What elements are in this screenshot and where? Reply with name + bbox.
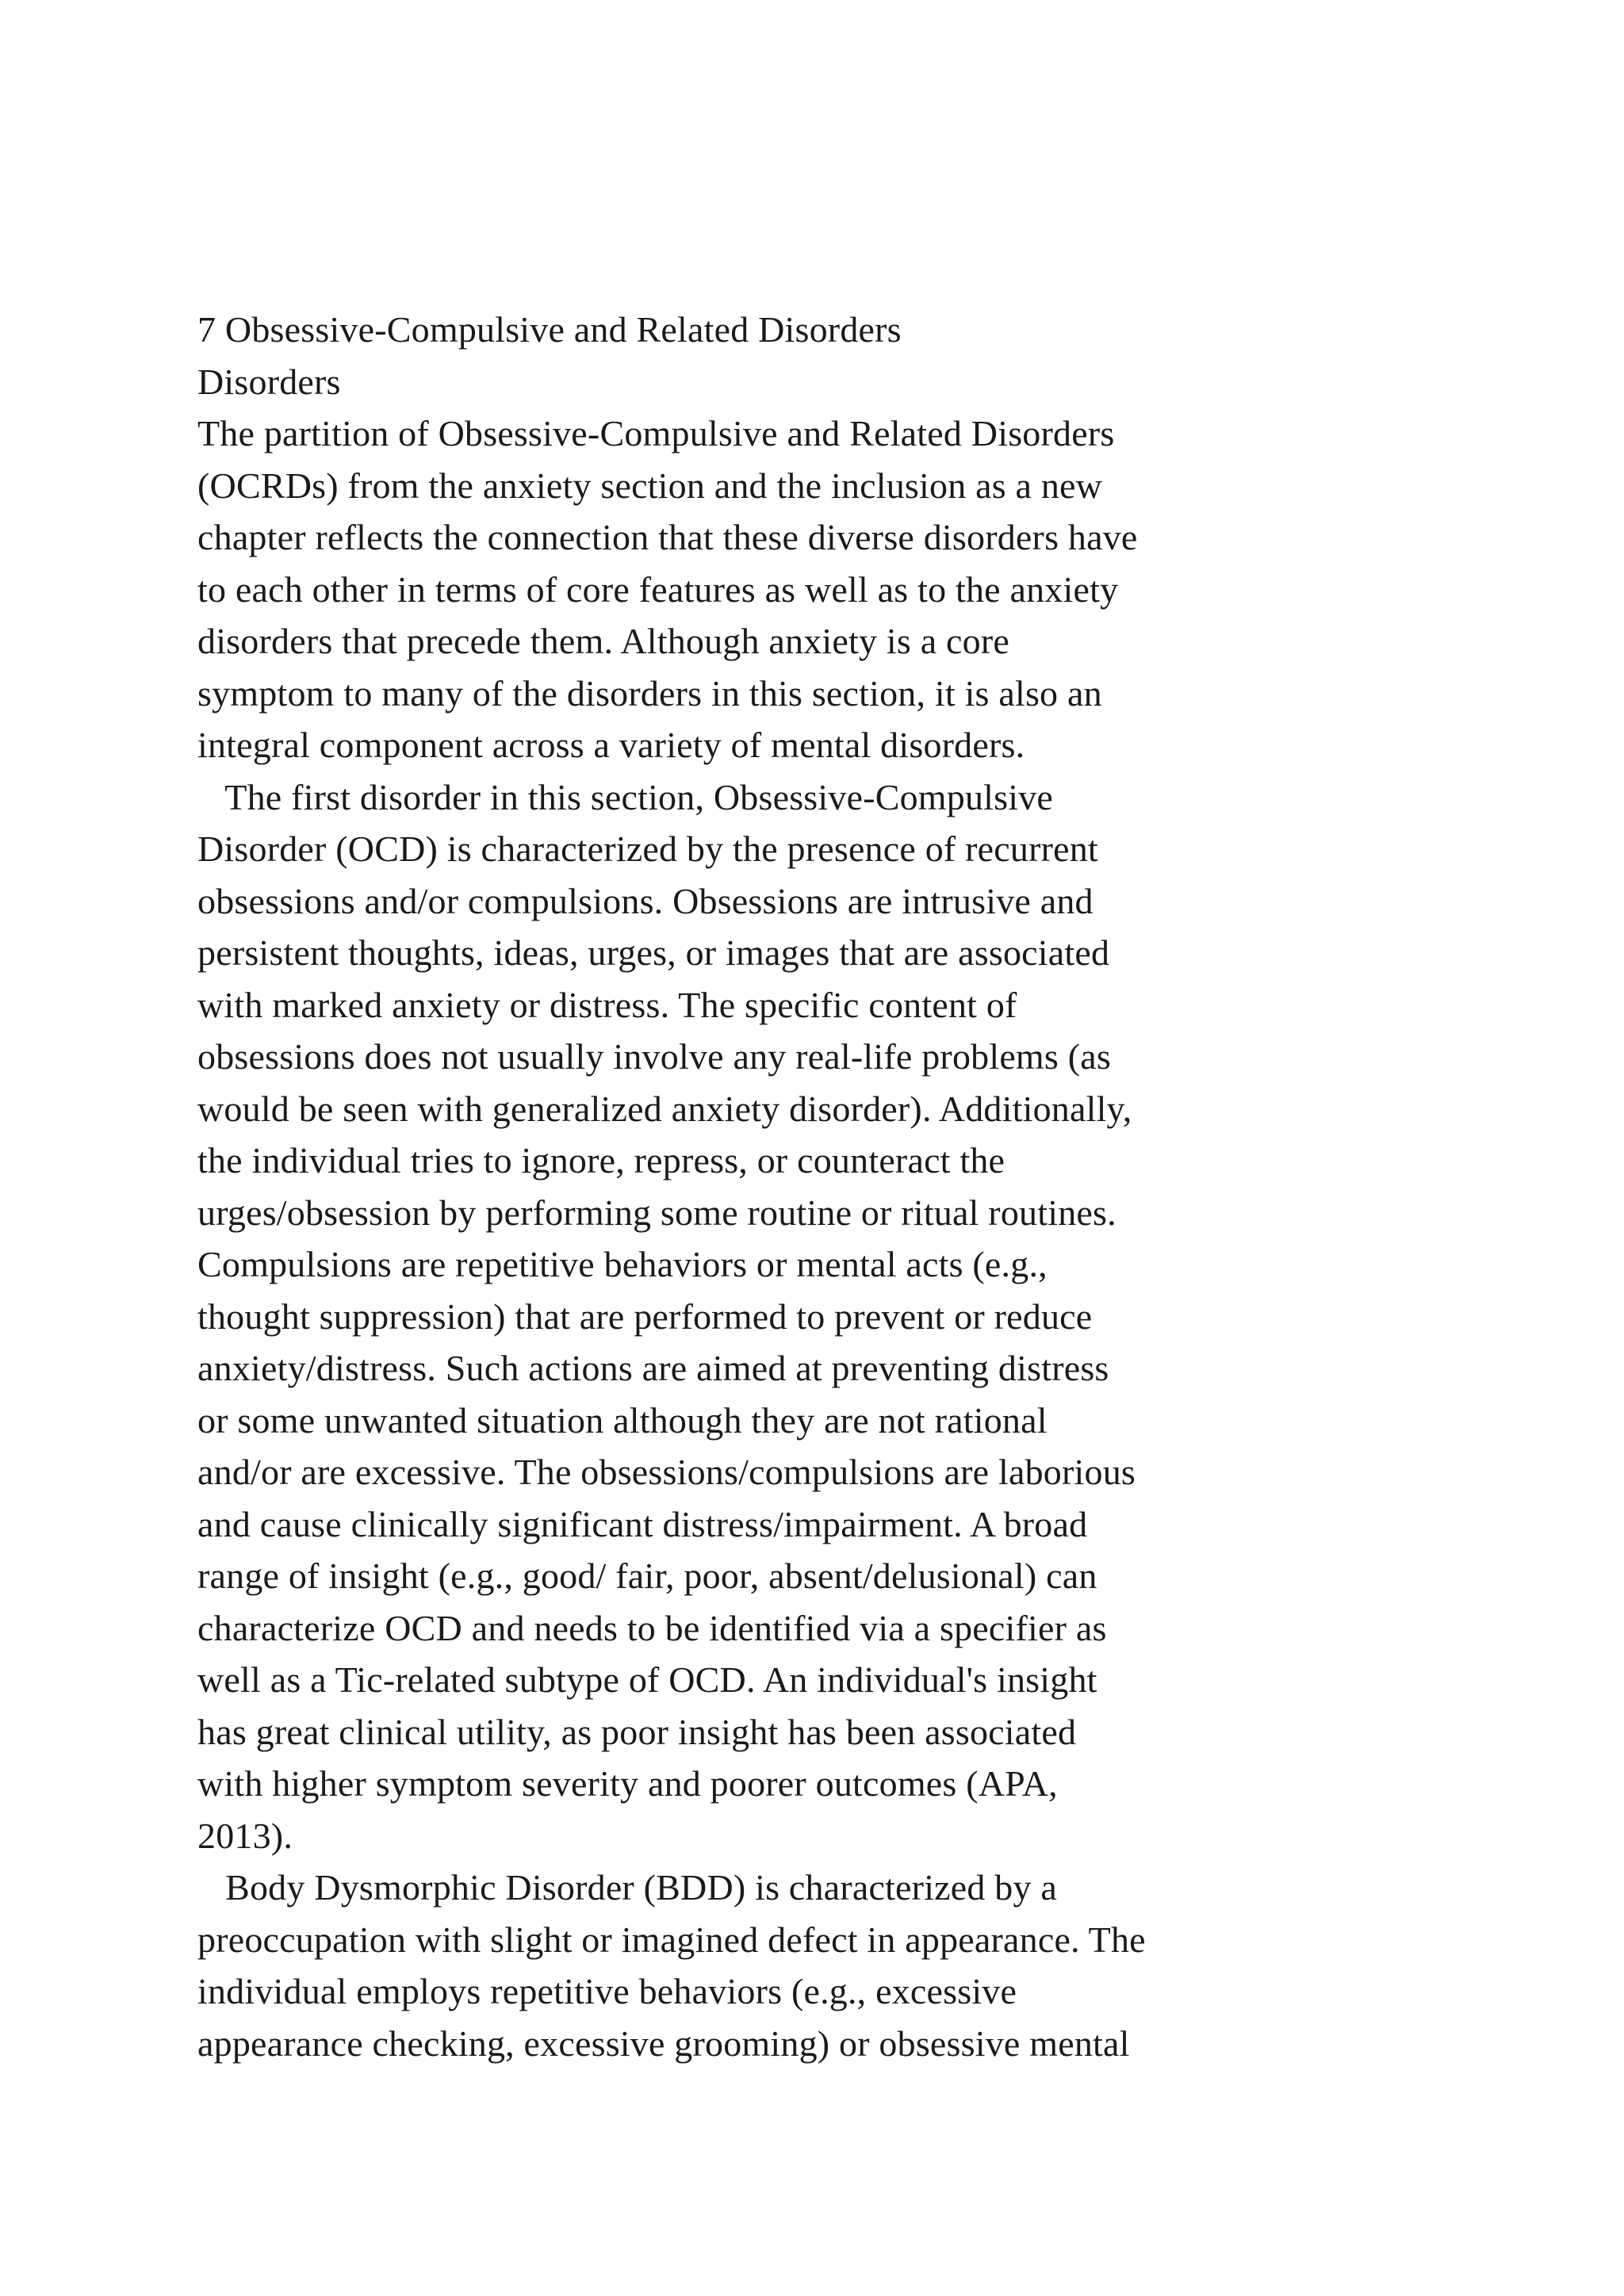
document-body bbox=[197, 304, 1482, 2069]
body-line: thought suppression) that are performed to prevent or reduce bbox=[197, 1295, 1093, 1337]
body-line: obsessions and/or compulsions. Obsessions are intrusive and bbox=[197, 880, 1094, 921]
body-line: with higher symptom severity and poorer outcomes (APA, bbox=[197, 1763, 1058, 1804]
body-line: with marked anxiety or distress. The specific content of bbox=[197, 984, 1017, 1025]
body-line: Body Dysmorphic Disorder (BDD) is characterized by a bbox=[197, 1867, 1058, 1908]
body-line: The partition of Obsessive-Compulsive and Related Disorders bbox=[197, 413, 1115, 453]
body-line: and cause clinically significant distress/impairment. A broad bbox=[197, 1503, 1088, 1544]
body-line: 2013). bbox=[197, 1815, 293, 1856]
body-line: preoccupation with slight or imagined defect in appearance. The bbox=[197, 1919, 1146, 1960]
body-line: urges/obsession by performing some routine or ritual routines. bbox=[197, 1192, 1116, 1233]
body-line: characterize OCD and needs to be identified via a specifier as bbox=[197, 1607, 1107, 1648]
body-line: and/or are excessive. The obsessions/compulsions are laborious bbox=[197, 1452, 1136, 1492]
body-line: anxiety/distress. Such actions are aimed at preventing distress bbox=[197, 1348, 1109, 1388]
body-line: Disorder (OCD) is characterized by the presence of recurrent bbox=[197, 828, 1098, 869]
body-line: to each other in terms of core features as well as to the anxiety bbox=[197, 568, 1119, 610]
body-line: Compulsions are repetitive behaviors or mental acts (e.g., bbox=[197, 1244, 1048, 1284]
body-line: range of insight (e.g., good/ fair, poor, absent/delusional) can bbox=[197, 1556, 1097, 1596]
body-line: the individual tries to ignore, repress, or counteract the bbox=[197, 1140, 1005, 1181]
body-line: (OCRDs) from the anxiety section and the inclusion as a new bbox=[197, 465, 1103, 506]
body-line: individual employs repetitive behaviors (e.g., excessive bbox=[197, 1971, 1017, 2011]
body-line: integral component across a variety of mental disorders. bbox=[197, 725, 1025, 765]
body-line: obsessions does not usually involve any real-life problems (as bbox=[197, 1036, 1111, 1077]
body-line: The first disorder in this section, Obsessive-Compulsive bbox=[197, 776, 1054, 817]
body-line: persistent thoughts, ideas, urges, or images that are associated bbox=[197, 932, 1110, 973]
body-line: would be seen with generalized anxiety disorder). Additionally, bbox=[197, 1088, 1132, 1129]
body-line: has great clinical utility, as poor insight has been associated bbox=[197, 1711, 1077, 1752]
chapter-title-line: 7 Obsessive-Compulsive and Related Disorders bbox=[197, 309, 902, 350]
body-line: or some unwanted situation although they are not rational bbox=[197, 1399, 1048, 1441]
body-line: symptom to many of the disorders in this section, it is also an bbox=[197, 672, 1102, 714]
chapter-subtitle-line: Disorders bbox=[197, 361, 341, 402]
body-line: appearance checking, excessive grooming) or obsessive mental bbox=[197, 2022, 1130, 2064]
body-line: disorders that precede them. Although anxiety is a core bbox=[197, 621, 1009, 661]
body-line: chapter reflects the connection that these diverse disorders have bbox=[197, 517, 1138, 557]
body-line: well as a Tic-related subtype of OCD. An individual's insight bbox=[197, 1659, 1097, 1700]
